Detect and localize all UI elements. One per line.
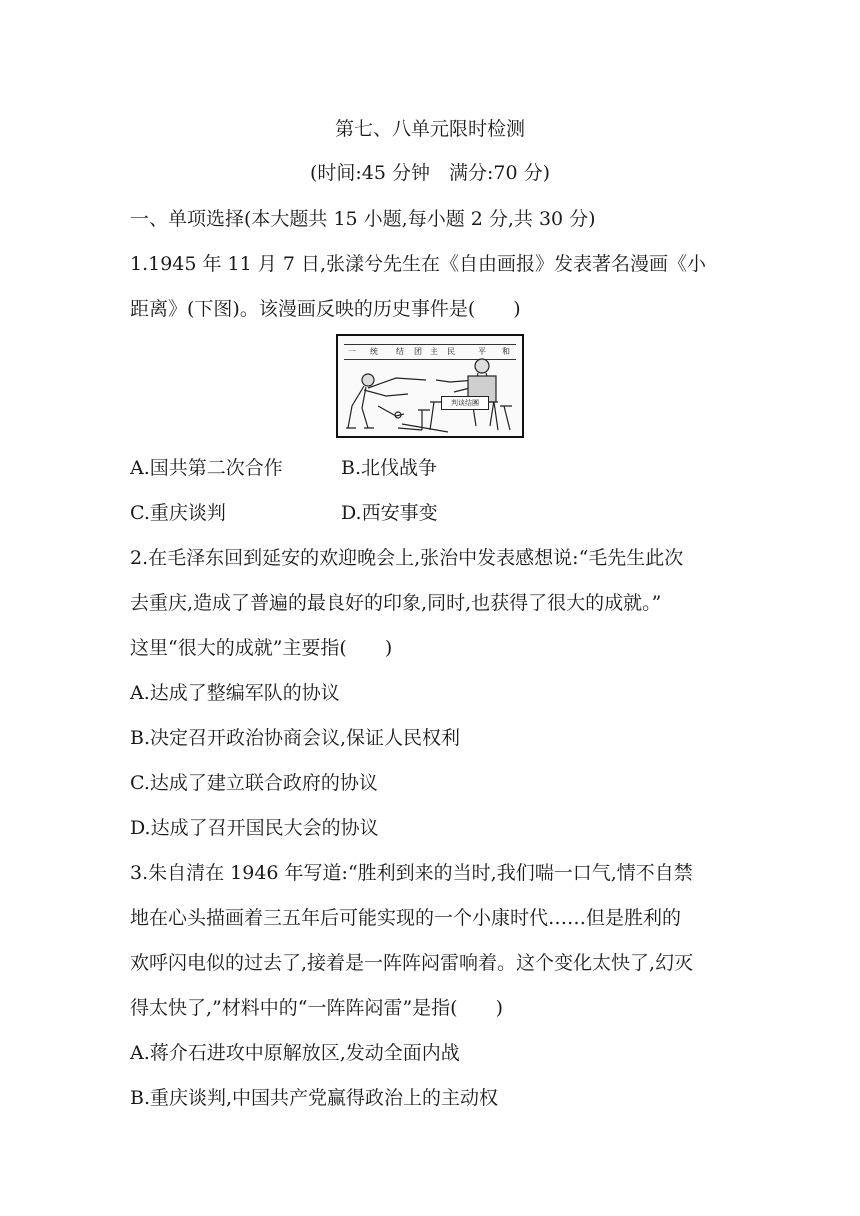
q3-stem-line-2: 地在心头描画着三五年后可能实现的一个小康时代……但是胜利的	[130, 907, 682, 929]
q3-stem-line-1: 3.朱自清在 1946 年写道:“胜利到来的当时,我们喘一口气,情不自禁	[130, 862, 693, 884]
q1-option-d: D.西安事变	[341, 502, 438, 524]
q2-option-d: D.达成了召开国民大会的协议	[130, 817, 379, 839]
q2-option-c: C.达成了建立联合政府的协议	[130, 772, 378, 794]
exam-time-score: (时间:45 分钟 满分:70 分)	[309, 162, 551, 184]
q2-option-b: B.决定召开政治协商会议,保证人民权利	[130, 727, 461, 749]
q1-option-c: C.重庆谈判	[130, 502, 226, 524]
banner-char: 一	[348, 347, 356, 356]
q2-stem-line-3: 这里“很大的成就”主要指( )	[130, 637, 393, 659]
cartoon-illustration	[338, 336, 522, 436]
q1-option-a: A.国共第二次合作	[130, 457, 283, 479]
q3-stem-line-4: 得太快了,”材料中的“一阵阵闷雷”是指( )	[130, 997, 504, 1019]
banner-char: 团	[414, 347, 422, 356]
section-heading: 一、单项选择(本大题共 15 小题,每小题 2 分,共 30 分)	[130, 208, 596, 230]
banner-char: 主	[430, 347, 438, 356]
q3-option-a: A.蒋介石进攻中原解放区,发动全面内战	[130, 1042, 460, 1064]
banner-char: 平	[478, 347, 486, 356]
q2-option-a: A.达成了整编军队的协议	[130, 682, 340, 704]
page-title: 第七、八单元限时检测	[334, 118, 525, 140]
cartoon-figure	[336, 334, 524, 438]
q1-stem-line-1: 1.1945 年 11 月 7 日,张漾兮先生在《自由画报》发表著名漫画《小	[130, 253, 706, 275]
q2-stem-line-1: 2.在毛泽东回到延安的欢迎晚会上,张治中发表感想说:“毛先生此次	[130, 547, 684, 569]
banner-char: 结	[396, 347, 404, 356]
q3-stem-line-3: 欢呼闪电似的过去了,接着是一阵阵闷雷响着。这个变化太快了,幻灭	[130, 952, 694, 974]
q3-option-b: B.重庆谈判,中国共产党赢得政治上的主动权	[130, 1087, 499, 1109]
cartoon-sign: 判谈结團	[441, 396, 489, 410]
banner-char: 民	[447, 347, 455, 356]
banner-char: 和	[502, 347, 510, 356]
banner-char: 统	[370, 347, 378, 356]
q1-stem-line-2: 距离》(下图)。该漫画反映的历史事件是( )	[130, 298, 521, 320]
q1-option-b: B.北伐战争	[341, 457, 438, 479]
q2-stem-line-2: 去重庆,造成了普遍的最良好的印象,同时,也获得了很大的成就。”	[130, 592, 662, 614]
